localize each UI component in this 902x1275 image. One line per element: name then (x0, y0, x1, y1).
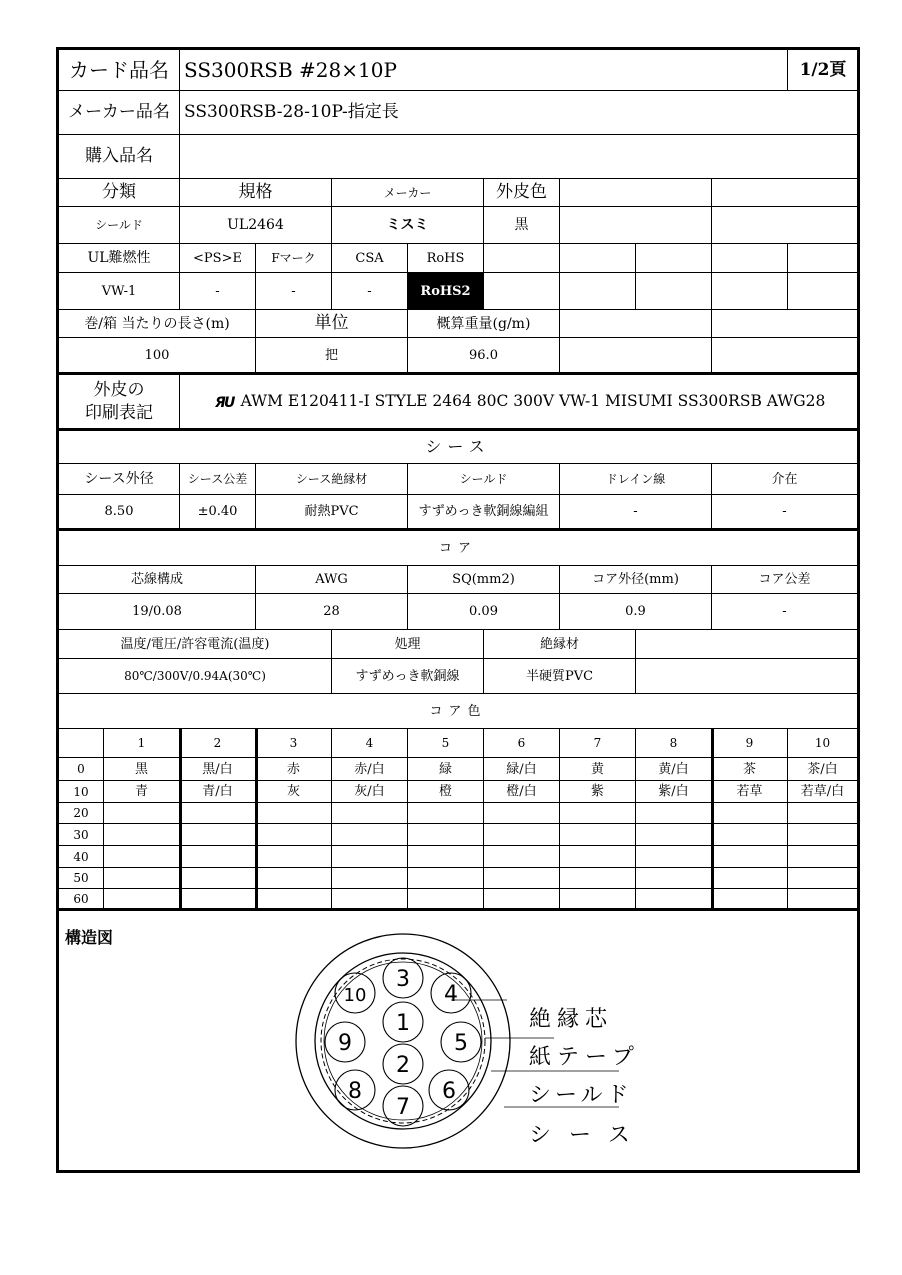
color-column-header: 1 (137, 736, 146, 750)
color-column-header: 9 (745, 736, 754, 750)
color-cell: 青 (134, 784, 148, 799)
color-cell (256, 868, 331, 888)
color-cell (332, 803, 407, 823)
unit-label: 単位 (314, 313, 349, 333)
color-cell: 灰/白 (354, 784, 385, 799)
card-name-value: SS300RSB #28×10P (184, 58, 397, 82)
color-cell (484, 803, 559, 823)
color-cell (332, 889, 407, 908)
classification-label: 分類 (102, 182, 136, 202)
color-column-header: 10 (814, 736, 831, 750)
cable-cross-section (289, 918, 849, 1168)
sheath-od-value: 8.50 (104, 504, 134, 519)
length-value: 100 (144, 347, 170, 363)
core-number: 8 (348, 1079, 362, 1104)
shield-label: シールド (459, 472, 508, 486)
standard-value: UL2464 (227, 217, 284, 233)
jacket-color-label: 外皮色 (496, 182, 547, 202)
temp-label: 温度/電圧/許容電流(温度) (120, 636, 270, 652)
filler-label: 介在 (771, 471, 798, 487)
core-number: 5 (454, 1031, 468, 1056)
color-cell (636, 868, 711, 888)
color-cell (180, 889, 255, 908)
label-paper-tape: 紙テープ (529, 1045, 640, 1070)
color-row-label: 50 (73, 871, 89, 885)
print-marking (180, 375, 860, 428)
color-column-header: 2 (213, 736, 222, 750)
color-cell: 赤/白 (354, 761, 385, 777)
maker-part-label: メーカー品名 (68, 102, 170, 122)
color-cell: 赤 (286, 761, 300, 777)
color-cell (180, 824, 255, 845)
color-cell (636, 824, 711, 845)
ul-recognized-icon (215, 394, 239, 410)
sheath-insulation-value: 耐熱PVC (304, 504, 359, 519)
rohs-label: RoHS (426, 250, 465, 266)
color-cell: 黄/白 (658, 761, 689, 777)
color-cell (256, 846, 331, 867)
color-cell (104, 889, 179, 908)
filler-value: - (782, 504, 787, 519)
color-row-label: 40 (73, 849, 89, 864)
core-number: 1 (396, 1011, 410, 1036)
color-cell (180, 868, 255, 888)
ps-e-label: <PS>E (193, 250, 242, 266)
color-row-label: 10 (73, 784, 89, 799)
color-cell (180, 803, 255, 823)
weight-label: 概算重量(g/m) (436, 315, 531, 332)
color-column-header: 8 (669, 736, 678, 750)
core-tol-value: - (782, 604, 787, 619)
ps-e-value: - (215, 283, 220, 299)
drain-label: ドレイン線 (605, 472, 666, 486)
color-cell (256, 824, 331, 845)
color-cell (104, 824, 179, 845)
core-insulation-value: 半硬質PVC (525, 668, 594, 684)
construction-value: 19/0.08 (132, 604, 182, 619)
print-label-line1: 外皮の (93, 379, 145, 400)
color-cell: 橙 (438, 784, 452, 799)
color-cell (560, 846, 635, 867)
color-cell (560, 824, 635, 845)
color-cell: 紫 (590, 784, 604, 799)
color-cell (256, 803, 331, 823)
core-od-label: コア外径(mm) (592, 572, 679, 587)
maker-part-value: SS300RSB-28-10P-指定長 (184, 102, 399, 122)
color-cell (180, 846, 255, 867)
color-cell (788, 824, 857, 845)
color-cell: 緑/白 (506, 761, 537, 777)
page-number: 1/2頁 (799, 59, 847, 80)
color-cell (484, 889, 559, 908)
svg-text:Я: Я (214, 394, 226, 410)
sheath-od-label: シース外径 (84, 471, 154, 487)
color-cell: 紫/白 (658, 784, 689, 799)
color-row-label: 60 (73, 891, 89, 906)
sq-label: SQ(mm2) (452, 572, 515, 587)
color-cell: 黄 (590, 761, 604, 777)
color-cell (712, 889, 787, 908)
core-tol-label: コア公差 (758, 572, 811, 587)
structure-title: 構造図 (65, 928, 114, 947)
color-cell (408, 889, 483, 908)
color-row-label: 20 (73, 806, 89, 820)
color-cell (788, 868, 857, 888)
maker-value: ミスミ (386, 217, 429, 233)
color-row-label: 30 (73, 827, 89, 842)
print-label (59, 375, 179, 428)
core-number: 10 (343, 985, 367, 1006)
awg-value: 28 (323, 604, 340, 619)
color-cell (712, 803, 787, 823)
treatment-label: 処理 (394, 636, 421, 652)
core-number: 9 (338, 1031, 352, 1056)
color-cell (104, 868, 179, 888)
color-cell (560, 803, 635, 823)
color-cell (636, 889, 711, 908)
color-cell: 緑 (438, 761, 452, 777)
label-shield: シールド (529, 1083, 633, 1108)
sq-value: 0.09 (469, 604, 498, 619)
color-cell (712, 868, 787, 888)
color-cell: 茶 (742, 761, 756, 777)
color-cell: 橙/白 (506, 784, 537, 799)
color-column-header: 6 (517, 736, 526, 750)
color-cell (484, 824, 559, 845)
color-cell: 若草 (736, 784, 763, 799)
print-text: AWM E120411-I STYLE 2464 80C 300V VW-1 MISUMI SS300RSB AWG28 (240, 391, 826, 410)
svg-text:U: U (223, 394, 235, 410)
color-cell: 黒/白 (202, 761, 233, 777)
color-column-header: 7 (593, 736, 602, 750)
f-mark-value: - (291, 283, 296, 299)
shield-value: すずめっき軟銅線編組 (418, 504, 549, 519)
core-number: 2 (396, 1053, 410, 1078)
core-title: コア (438, 540, 477, 556)
color-cell (788, 846, 857, 867)
color-cell: 黒 (134, 761, 148, 777)
awg-label: AWG (315, 572, 348, 587)
construction-label: 芯線構成 (130, 572, 183, 587)
core-number: 7 (396, 1095, 410, 1120)
f-mark-label: Fマーク (271, 251, 316, 265)
color-cell (636, 846, 711, 867)
color-cell (712, 824, 787, 845)
spec-sheet (56, 47, 860, 1173)
core-number: 3 (396, 967, 410, 992)
temp-value: 80℃/300V/0.94A(30℃) (124, 669, 266, 683)
jacket-color-value: 黒 (514, 217, 529, 233)
color-column-header: 4 (365, 736, 374, 750)
rohs-value: RoHS2 (408, 273, 483, 309)
color-cell (712, 846, 787, 867)
drain-value: - (633, 504, 638, 519)
length-label: 巻/箱 当たりの長さ(m) (84, 315, 230, 332)
color-cell (636, 803, 711, 823)
label-sheath: シース (529, 1123, 648, 1148)
color-cell (560, 868, 635, 888)
color-cell (408, 868, 483, 888)
weight-value: 96.0 (469, 347, 498, 363)
ul-flame-label: UL難燃性 (87, 250, 151, 266)
color-cell (332, 868, 407, 888)
color-cell (104, 803, 179, 823)
core-color-title: コア色 (429, 703, 487, 719)
unit-value: 把 (324, 347, 338, 363)
maker-label: メーカー (383, 185, 432, 200)
color-cell (408, 803, 483, 823)
color-column-header: 5 (441, 736, 450, 750)
color-cell (332, 824, 407, 845)
color-cell (560, 889, 635, 908)
color-row-label: 0 (77, 762, 85, 776)
sheath-title: シース (425, 437, 491, 456)
card-name-label: カード品名 (69, 58, 169, 82)
purchase-name-label: 購入品名 (85, 146, 153, 166)
sheath-tol-label: シース公差 (187, 472, 248, 486)
label-insulated-core: 絶縁芯 (529, 1007, 614, 1032)
core-insulation-label: 絶縁材 (539, 636, 579, 652)
color-cell: 茶/白 (807, 761, 838, 777)
color-cell: 若草/白 (800, 784, 845, 799)
color-cell: 青/白 (202, 784, 233, 799)
color-cell (788, 803, 857, 823)
print-label-line2: 印刷表記 (85, 402, 153, 423)
core-number: 6 (442, 1079, 456, 1104)
sheath-tol-value: ±0.40 (197, 504, 238, 519)
standard-label: 規格 (238, 182, 273, 202)
classification-value: シールド (95, 218, 143, 232)
color-cell (332, 846, 407, 867)
color-cell: 灰 (286, 784, 300, 799)
csa-value: - (367, 283, 372, 299)
color-cell (484, 846, 559, 867)
purchase-name-value (180, 135, 780, 178)
core-number: 4 (444, 982, 458, 1007)
color-cell (408, 846, 483, 867)
ul-flame-value: VW-1 (101, 283, 137, 299)
color-cell (484, 868, 559, 888)
color-cell (408, 824, 483, 845)
color-cell (104, 846, 179, 867)
core-od-value: 0.9 (625, 604, 646, 619)
csa-label: CSA (355, 250, 384, 266)
treatment-value: すずめっき軟銅線 (355, 668, 460, 684)
color-column-header: 3 (289, 736, 298, 750)
color-cell (788, 889, 857, 908)
sheath-insulation-label: シース絶縁材 (295, 472, 368, 486)
color-cell (256, 889, 331, 908)
